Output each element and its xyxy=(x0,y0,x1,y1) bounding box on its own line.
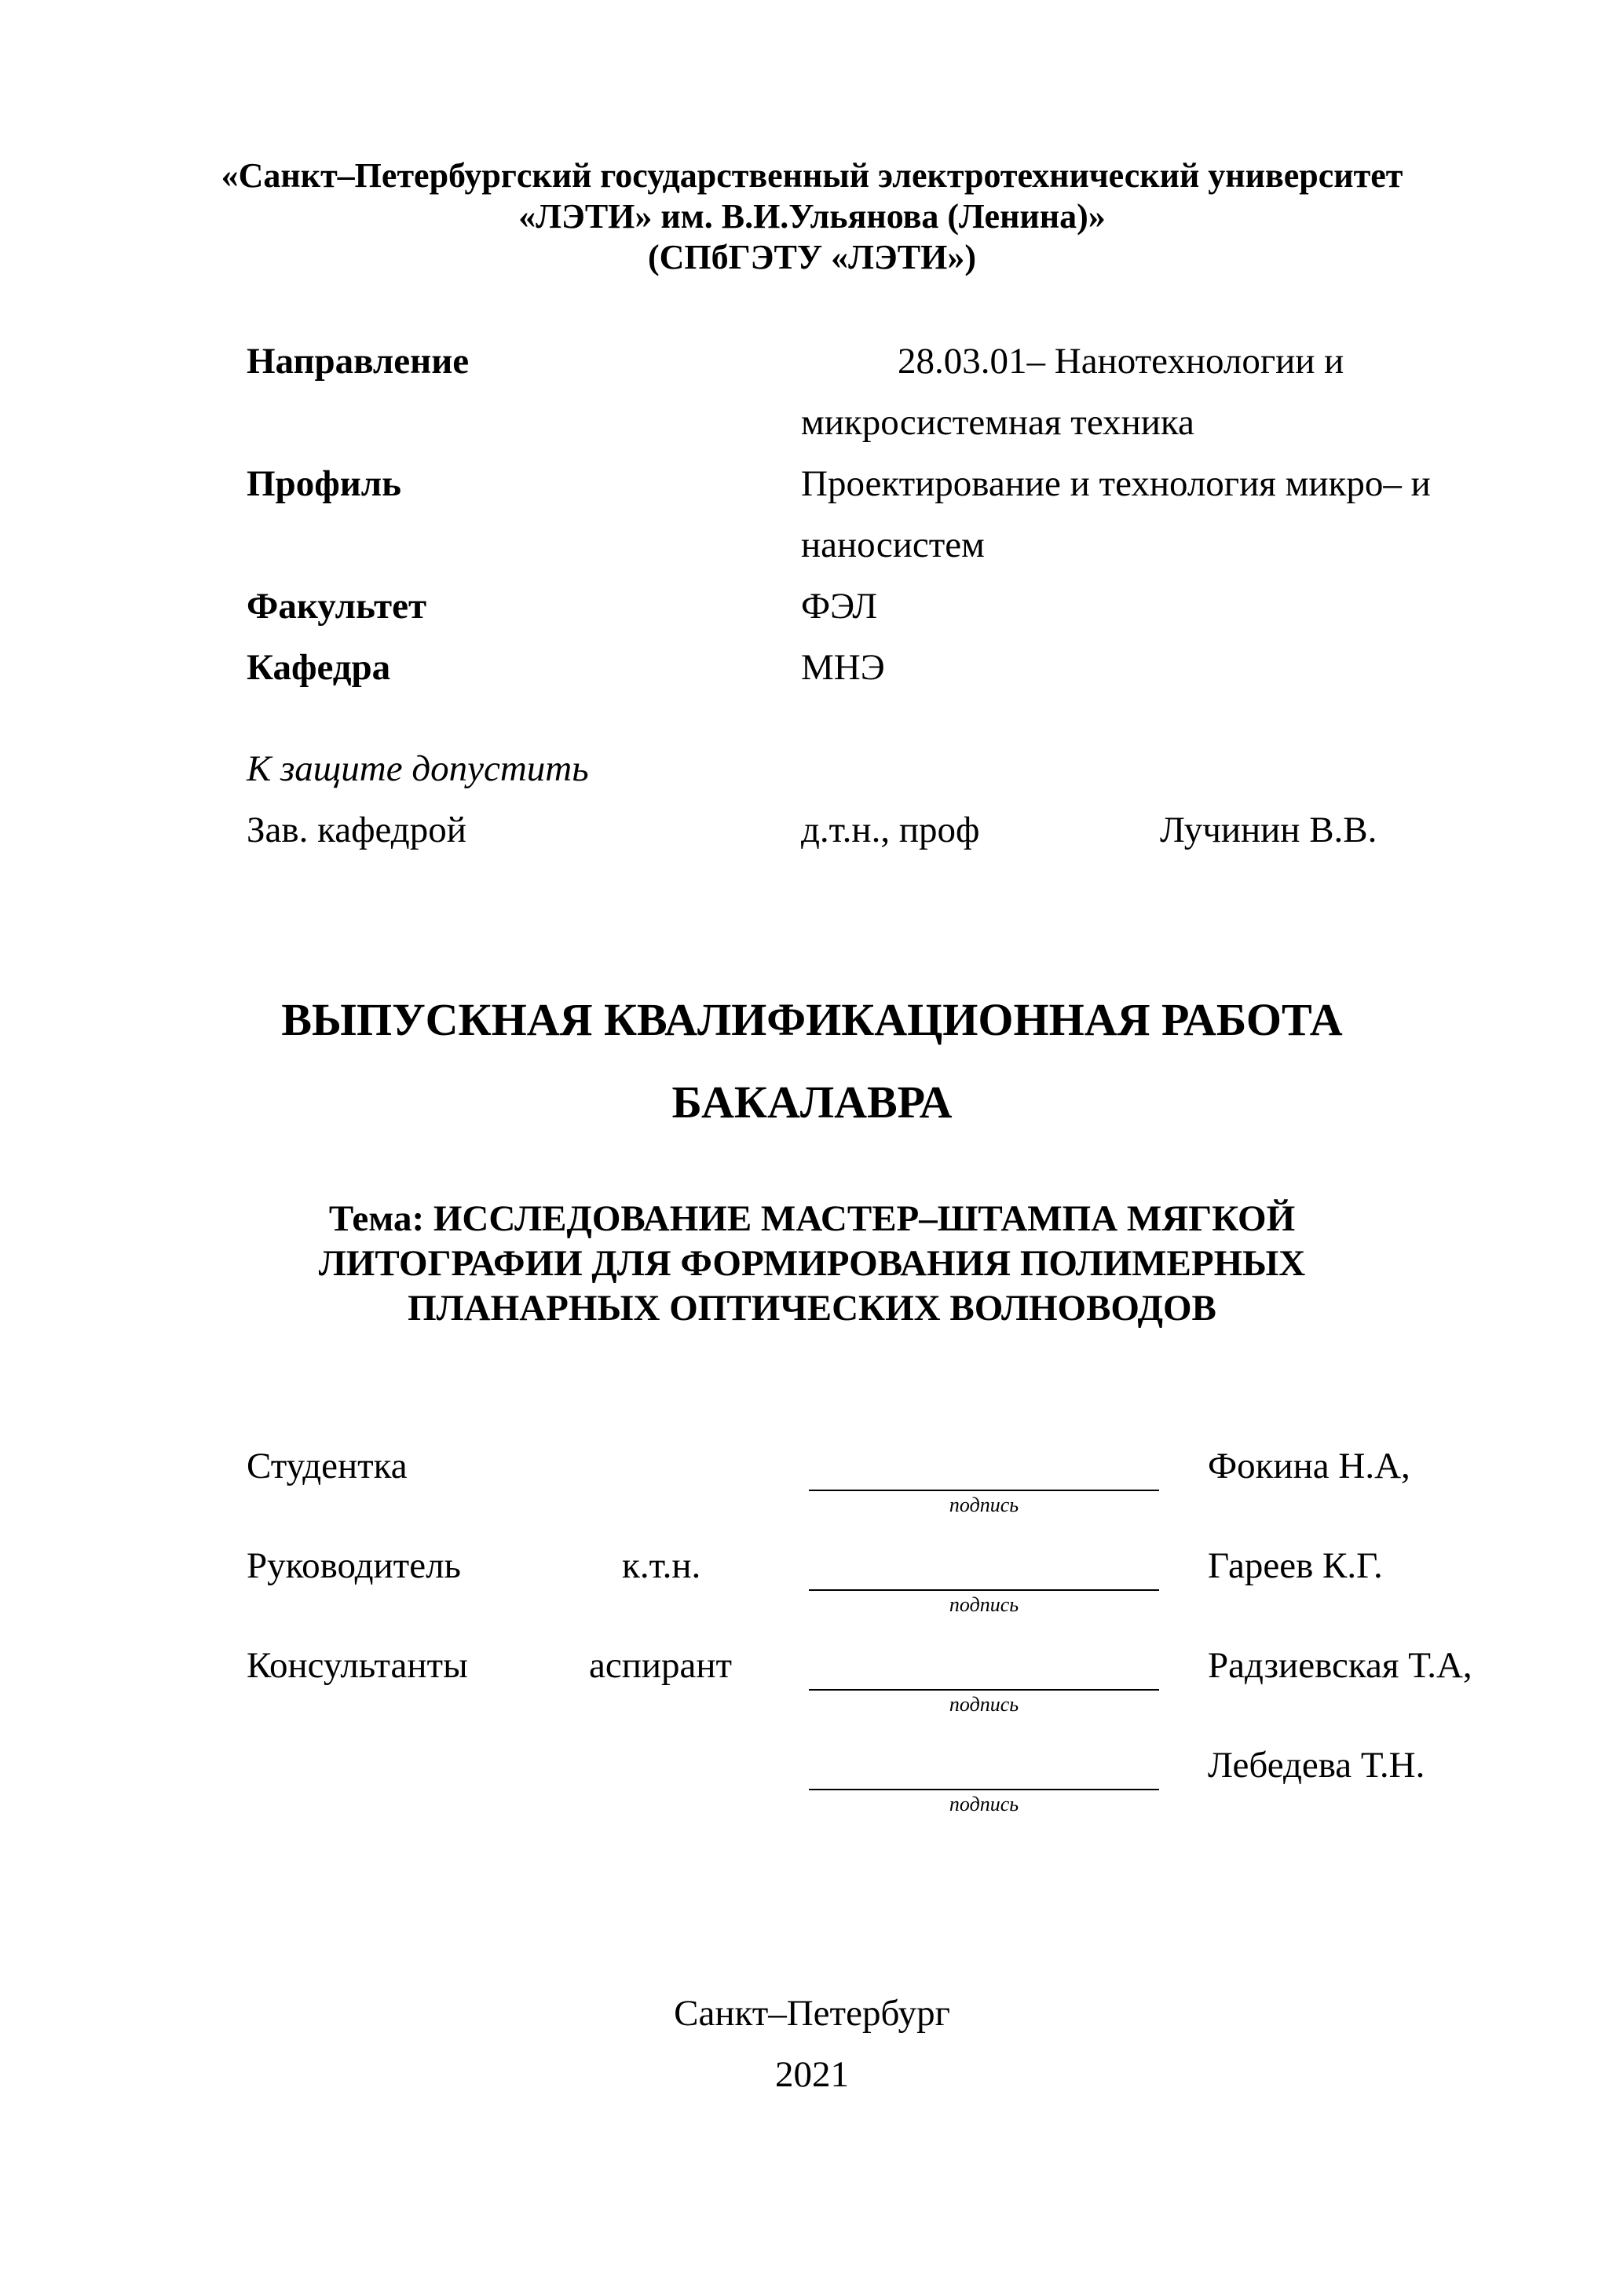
approval-name: Лучинин В.В. xyxy=(1160,810,1377,850)
signature-line xyxy=(809,1789,1159,1790)
department-label: Кафедра xyxy=(247,647,391,688)
topic-line2: ЛИТОГРАФИИ ДЛЯ ФОРМИРОВАНИЯ ПОЛИМЕРНЫХ xyxy=(318,1243,1306,1284)
signature-caption: подпись xyxy=(949,1693,1019,1716)
signature-line xyxy=(809,1589,1159,1591)
profile-value-line2: наносистем xyxy=(801,525,985,565)
approval-degree: д.т.н., проф xyxy=(801,810,980,850)
signature-name: Фокина Н.А, xyxy=(1208,1446,1410,1486)
signature-role: Консультанты xyxy=(247,1645,468,1686)
university-name-line2: «ЛЭТИ» им. В.И.Ульянова (Ленина)» xyxy=(518,197,1106,236)
footer-city: Санкт–Петербург xyxy=(674,1993,950,2034)
signature-name: Гареев К.Г. xyxy=(1208,1545,1383,1586)
topic-line3: ПЛАНАРНЫХ ОПТИЧЕСКИХ ВОЛНОВОДОВ xyxy=(408,1288,1216,1329)
direction-value-line1: 28.03.01– Нанотехнологии и xyxy=(898,341,1344,382)
signature-role: Руководитель xyxy=(247,1545,461,1586)
profile-label: Профиль xyxy=(247,463,402,504)
signature-caption: подпись xyxy=(949,1493,1019,1516)
profile-value-line1: Проектирование и технология микро– и xyxy=(801,463,1431,504)
approval-role: Зав. кафедрой xyxy=(247,810,466,850)
topic-line1: Тема: ИССЛЕДОВАНИЕ МАСТЕР–ШТАМПА МЯГКОЙ xyxy=(328,1198,1296,1239)
work-title-line1: ВЫПУСКНАЯ КВАЛИФИКАЦИОННАЯ РАБОТА xyxy=(281,994,1343,1045)
signature-degree: к.т.н. xyxy=(622,1545,701,1586)
approval-heading: К защите допустить xyxy=(247,748,589,789)
signature-caption: подпись xyxy=(949,1793,1019,1815)
footer-year: 2021 xyxy=(775,2054,849,2095)
signature-caption: подпись xyxy=(949,1593,1019,1616)
signature-role: Студентка xyxy=(247,1446,408,1486)
signature-name: Радзиевская Т.А, xyxy=(1208,1645,1472,1686)
university-abbreviation: (СПбГЭТУ «ЛЭТИ») xyxy=(648,238,976,276)
direction-label: Направление xyxy=(247,341,470,382)
university-name-line1: «Санкт–Петербургский государственный электротехнический университет xyxy=(221,156,1403,195)
signature-name: Лебедева Т.Н. xyxy=(1208,1745,1425,1786)
work-title-line2: БАКАЛАВРА xyxy=(671,1077,953,1128)
faculty-label: Факультет xyxy=(247,586,427,627)
department-value: МНЭ xyxy=(801,647,885,688)
faculty-value: ФЭЛ xyxy=(801,586,878,627)
signature-line xyxy=(809,1490,1159,1491)
signature-line xyxy=(809,1689,1159,1691)
direction-value-line2: микросистемная техника xyxy=(801,402,1194,443)
signature-degree: аспирант xyxy=(589,1645,733,1686)
